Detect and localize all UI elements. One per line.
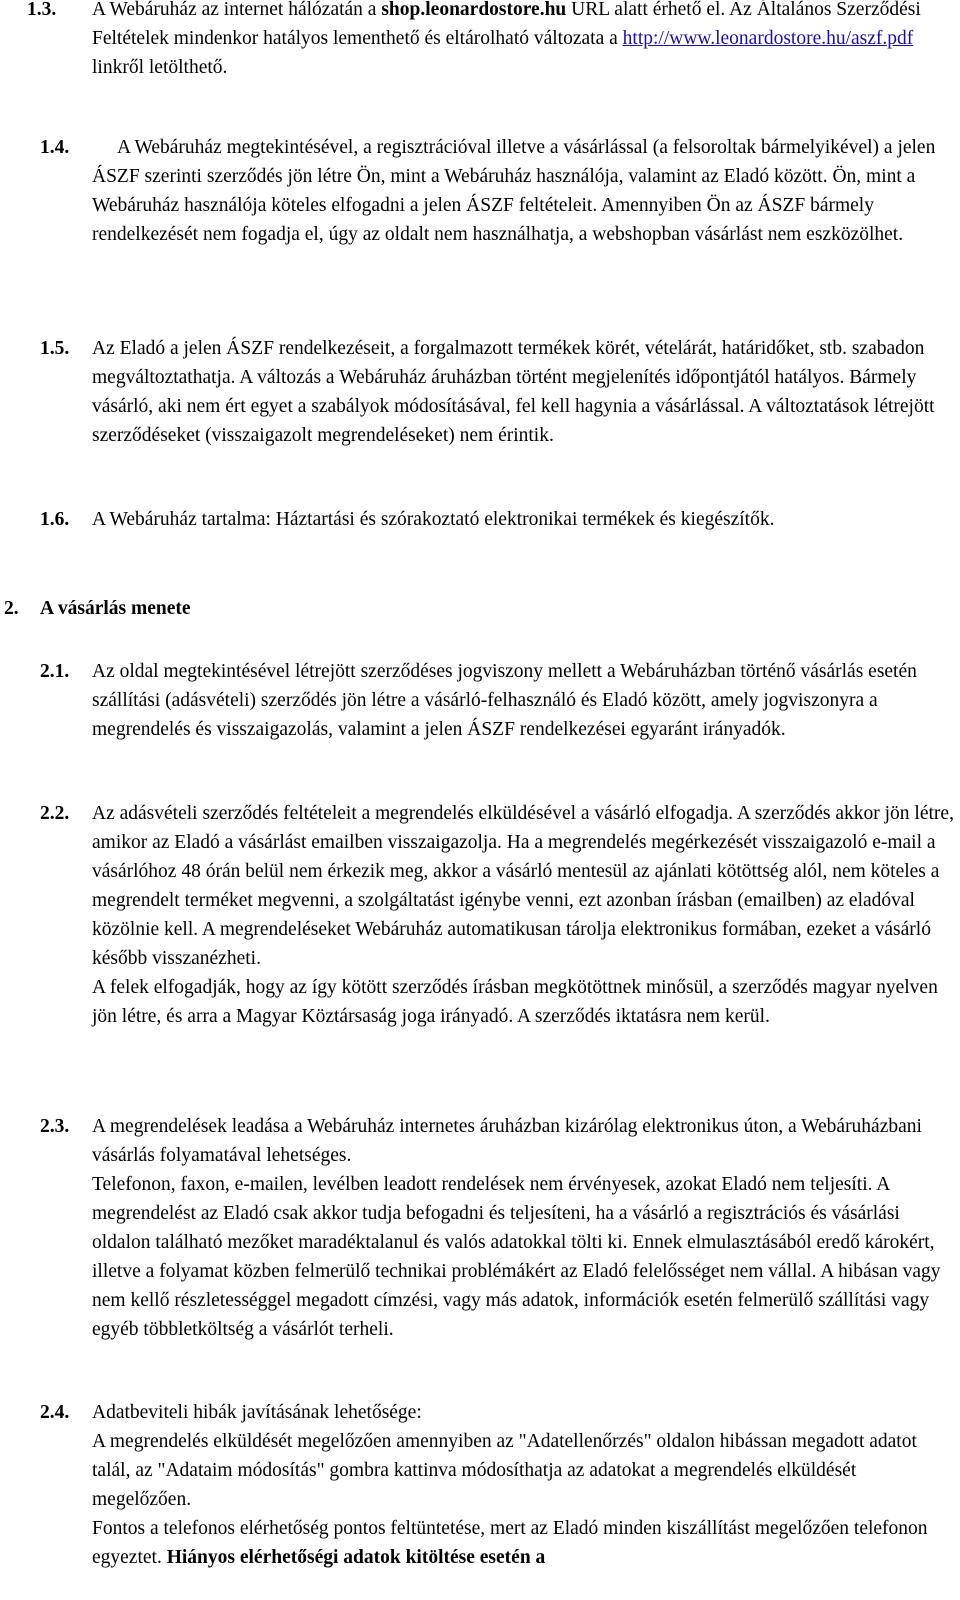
section-number: 1.6.	[40, 509, 70, 530]
shop-url: shop.leonardostore.hu	[381, 0, 567, 20]
section-2-3-para-2: Telefonon, faxon, e-mailen, levélben leadott rendelések nem érvényesek, azokat Eladó nem teljesíti. A megrendelést az Eladó csak akkor tudja befogadni és teljesíteni, ha a vásárló a regisztrációs és vásárlási oldalon található mezőket maradéktalanul és valós adatokkal tölti ki. Ennek elmulasztásából eredő károkért, illetve a folyamat közben felmerülő technikai problémákért az Eladó felelősséget nem vállal. A hibásan vagy nem kellő részletességgel megadott címzési, vagy más adatok, információk esetén felmerülő szállítási vagy egyéb többletköltség a vásárlót terheli.	[92, 1174, 941, 1340]
text-run: URL alatt érhető el. Az Általános Szerződési Feltételek mindenkor hatályos lementhető és eltárolható változata a	[92, 0, 921, 49]
section-number: 2.2.	[40, 803, 70, 824]
section-2-4-para-3	[92, 1514, 957, 1572]
section-number: 1.3.	[27, 0, 57, 20]
section-body	[92, 133, 957, 249]
text-run: Fontos a telefonos elérhetőség pontos feltüntetése, mert az Eladó minden kiszállítást megelőzően telefonon egyeztet.	[92, 1518, 928, 1568]
section-1-6-text: A Webáruház tartalma: Háztartási és szórakoztató elektronikai termékek és kiegészítők.	[92, 509, 775, 530]
section-1-5-text: Az Eladó a jelen ÁSZF rendelkezéseit, a forgalmazott termékek körét, vételárát, határidőket, stb. szabadon megváltoztathatja. A változás a Webáruház áruházban történt megjelenítés időpontjától hatályos. Bármely vásárló, aki nem ért egyet a szabályok módosításával, fel kell hagynia a vásárlással. A változtatások létrejött szerződéseket (visszaigazolt megrendeléseket) nem érintik.	[92, 338, 935, 446]
aszf-pdf-link[interactable]: http://www.leonardostore.hu/aszf.pdf	[622, 28, 914, 49]
section-body	[92, 657, 957, 744]
section-2-4-para-1: Adatbeviteli hibák javításának lehetősége:	[92, 1402, 422, 1423]
section-number: 1.4.	[40, 137, 70, 158]
section-number: 2.1.	[40, 661, 70, 682]
section-body	[92, 1112, 957, 1344]
section-2-1-text: Az oldal megtekintésével létrejött szerződéses jogviszony mellett a Webáruházban történő vásárlás esetén szállítási (adásvételi) szerződés jön létre a vásárló-felhasználó és Eladó között, amely jogviszonyra a megrendelés és visszaigazolás, valamint a jelen ÁSZF rendelkezései egyaránt irányadók.	[92, 661, 917, 740]
section-body	[92, 505, 957, 534]
section-number: 1.5.	[40, 338, 70, 359]
section-2-3-para-1: A megrendelések leadása a Webáruház internetes áruházban kizárólag elektronikus úton, a Webáruházbani vásárlás folyamatával lehetséges.	[92, 1116, 922, 1166]
section-1-4-text: A Webáruház megtekintésével, a regisztrációval illetve a vásárlással (a felsoroltak bármelyikével) a jelen ÁSZF szerinti szerződés jön létre Ön, mint a Webáruház használója, valamint az Eladó között. Ön, mint a Webáruház használója köteles elfogadni a jelen ÁSZF feltételeit. Amennyiben Ön az ÁSZF bármely rendelkezését nem fogadja el, úgy az oldalt nem használhatja, a webshopban vásárlást nem eszközölhet.	[92, 137, 936, 245]
section-number: 2.3.	[40, 1116, 70, 1137]
section-2-2-para-2: A felek elfogadják, hogy az így kötött szerződés írásban megkötöttnek minősül, a szerződés magyar nyelven jön létre, és arra a Magyar Köztársaság joga irányadó. A szerződés iktatásra nem kerül.	[92, 977, 938, 1027]
text-run: A Webáruház az internet hálózatán a	[92, 0, 382, 20]
heading-number: 2.	[4, 598, 19, 619]
section-1-3-text	[92, 0, 957, 82]
text-run: linkről letölthető.	[92, 57, 228, 78]
heading-title: A vásárlás menete	[40, 598, 191, 619]
section-2-2-para-1: Az adásvételi szerződés feltételeit a megrendelés elküldésével a vásárló elfogadja. A szerződés akkor jön létre, amikor az Eladó a vásárlást emailben visszaigazolja. Ha a megrendelés megérkezését visszaigazoló e-mail a vásárlóhoz 48 órán belül nem érkezik meg, akkor a vásárló mentesül az ajánlati kötöttség alól, nem köteles a megrendelt terméket megvenni, a szolgáltatást igénybe venni, ezt azonban írásban (emailben) az eladóval közölnie kell. A megrendeléseket Webáruház automatikusan tárolja elektronikus formában, ezeket a vásárló később visszanézheti.	[92, 803, 954, 969]
section-body	[92, 799, 957, 1031]
section-body	[92, 1398, 957, 1572]
section-body	[92, 334, 957, 450]
section-number: 2.4.	[40, 1402, 70, 1423]
bold-warning-text: Hiányos elérhetőségi adatok kitöltése esetén a	[166, 1547, 546, 1568]
section-2-4-para-2: A megrendelés elküldését megelőzően amennyiben az "Adatellenőrzés" oldalon hibássan megadott adatot talál, az "Adataim módosítás" gombra kattinva módosíthatja az adatokat a megrendelés elküldését megelőzően.	[92, 1431, 917, 1510]
section-body	[92, 0, 957, 82]
